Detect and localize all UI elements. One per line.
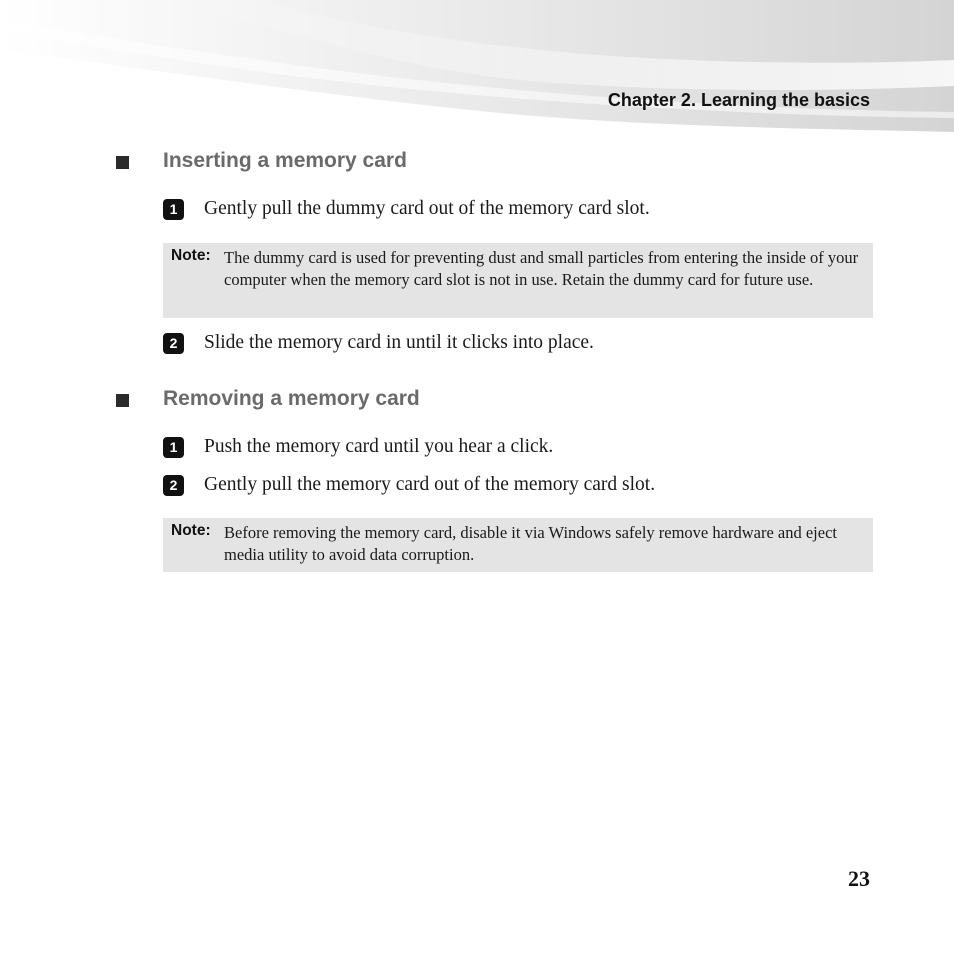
step-text: Gently pull the dummy card out of the memory card slot. [204, 198, 650, 219]
step-text: Push the memory card until you hear a click. [204, 436, 554, 457]
section-title-removing: Removing a memory card [163, 387, 420, 410]
note-box [163, 518, 873, 572]
step-text: Gently pull the memory card out of the memory card slot. [204, 474, 656, 495]
step-number-icon: 1 [163, 437, 184, 458]
note-box [163, 243, 873, 318]
step-number-icon: 2 [163, 475, 184, 496]
step-number-icon: 2 [163, 333, 184, 354]
step-number-icon: 1 [163, 199, 184, 220]
chapter-title: Chapter 2. Learning the basics [607, 90, 870, 110]
note-text: Before removing the memory card, disable it via Windows safely remove hardware and eject media utility to avoid data corruption. [224, 523, 837, 564]
section-bullet-icon [116, 394, 129, 407]
note-label: Note: [171, 522, 211, 539]
step-text: Slide the memory card in until it clicks into place. [204, 332, 594, 353]
page-number: 23 [848, 866, 870, 891]
note-label: Note: [171, 247, 211, 264]
header-decoration [0, 0, 954, 140]
note-text: The dummy card is used for preventing dust and small particles from entering the inside of your computer when the memory card slot is not in use. Retain the dummy card for future use. [224, 248, 859, 289]
section-bullet-icon [116, 156, 129, 169]
section-title-inserting: Inserting a memory card [163, 149, 407, 172]
